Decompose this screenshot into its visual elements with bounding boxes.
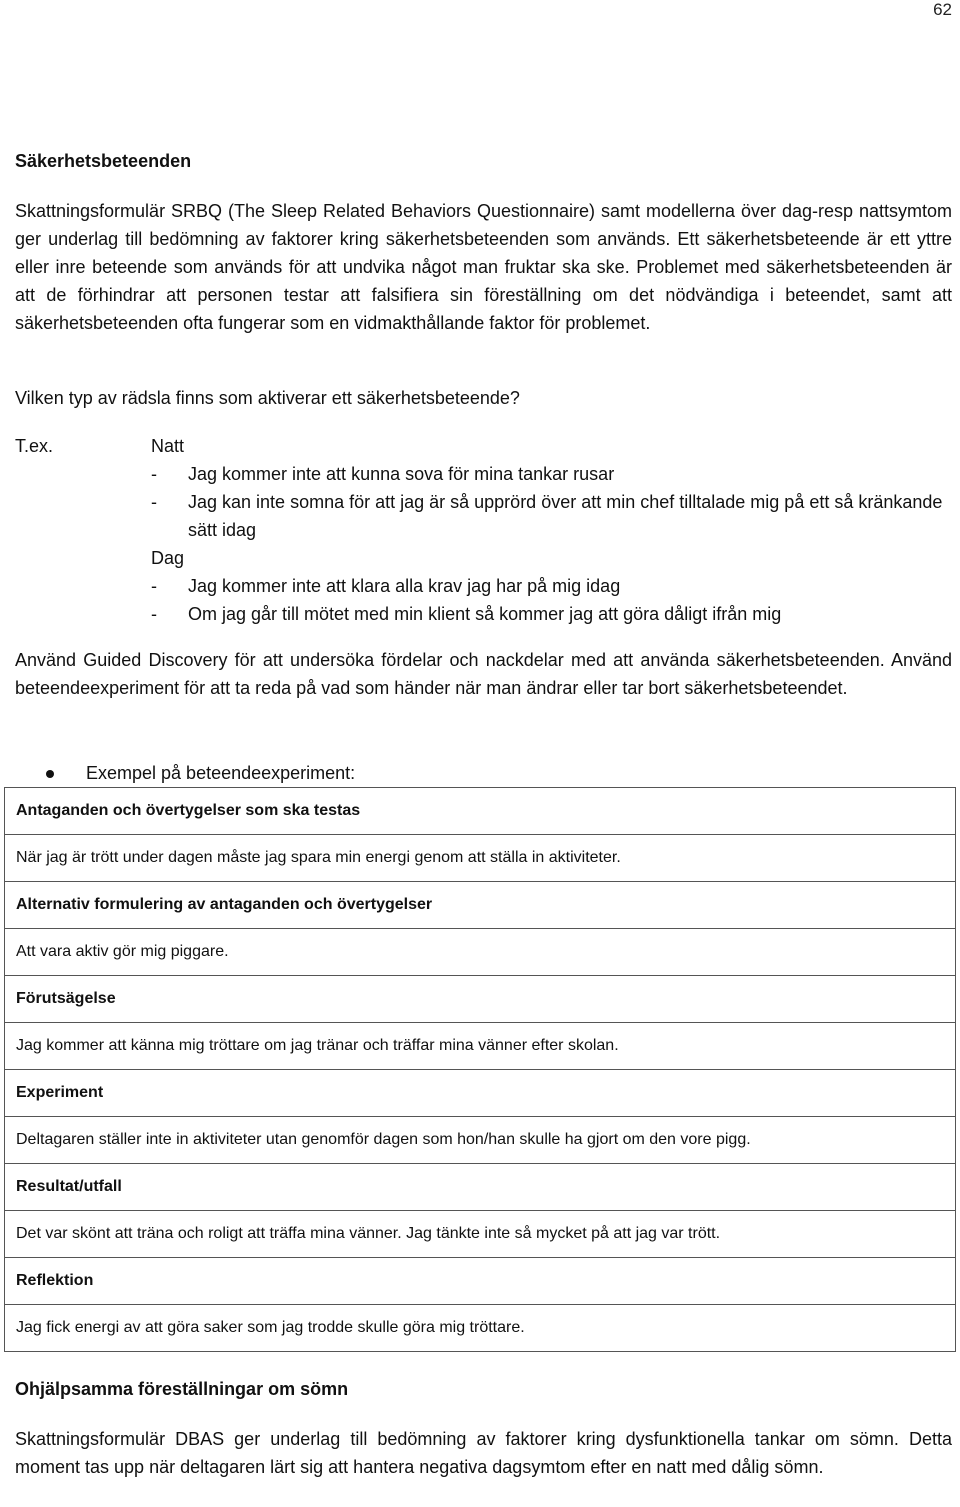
day-item-text: Jag kommer inte att klara alla krav jag har på mig idag [188, 576, 621, 596]
table-row [5, 1258, 956, 1305]
table-row [5, 976, 956, 1023]
next-section-heading: Ohjälpsamma föreställningar om sömn [15, 1379, 349, 1399]
table-label-cell: Förutsägelse [5, 976, 956, 1023]
table-row [5, 929, 956, 976]
intro-paragraph: Skattningsformulär SRBQ (The Sleep Related Behaviors Questionnaire) samt modellerna över dag-resp nattsymtom ger underlag till bedömning av faktorer kring säkerhetsbeteenden som används. Ett säkerhetsbeteende är ett yttre eller inre beteende som används för att undvika något man fruktar ska ske. Problemet med säkerhetsbeteenden är att de förhindrar att personen testar att falsifiera sin föreställning om det nödvändiga i beteendet, samt att säkerhetsbeteenden ofta fungerar som en vidmakthållande faktor för problemet. [15, 201, 952, 333]
page-number: 62 [933, 0, 952, 19]
list-item [151, 600, 956, 628]
table-row [5, 1164, 956, 1211]
table-value-cell: Jag fick energi av att göra saker som jag trodde skulle göra mig tröttare. [5, 1305, 956, 1352]
table-row [5, 788, 956, 835]
next-section-paragraph: Skattningsformulär DBAS ger underlag till bedömning av faktorer kring dysfunktionella tankar om sömn. Detta moment tas upp när deltagaren lärt sig att hantera negativa dagsymtom efter en natt med dålig sömn. [15, 1429, 952, 1477]
table-label-cell: Antaganden och övertygelser som ska testas [5, 788, 956, 835]
night-label: Natt [151, 436, 185, 456]
dash-marker: - [151, 604, 157, 624]
dash-marker: - [151, 464, 157, 484]
dash-marker: - [151, 576, 157, 596]
guided-discovery-paragraph: Använd Guided Discovery för att undersöka fördelar och nackdelar med att använda säkerhetsbeteenden. Använd beteendeexperiment för att ta reda på vad som händer när man ändrar eller tar bort säkerhetsbeteendet. [15, 650, 952, 698]
table-row [5, 1117, 956, 1164]
day-item-text: Om jag går till mötet med min klient så kommer jag att göra dåligt ifrån mig [188, 604, 782, 624]
table-value-cell: Deltagaren ställer inte in aktiviteter utan genomför dagen som hon/han skulle ha gjort om den vore pigg. [5, 1117, 956, 1164]
day-label: Dag [151, 548, 185, 568]
table-row [5, 1023, 956, 1070]
table-row [5, 1305, 956, 1352]
table-label-cell: Reflektion [5, 1258, 956, 1305]
bullet-text: Exempel på beteendeexperiment: [86, 763, 356, 783]
table-value-cell: Jag kommer att känna mig tröttare om jag tränar och träffar mina vänner efter skolan. [5, 1023, 956, 1070]
table-value-cell: När jag är trött under dagen måste jag spara min energi genom att ställa in aktiviteter. [5, 835, 956, 882]
list-item [151, 488, 956, 544]
question-paragraph: Vilken typ av rädsla finns som aktiverar ett säkerhetsbeteende? [15, 388, 520, 408]
night-item-text: Jag kan inte somna för att jag är så upprörd över att min chef tilltalade mig på ett så kränkande sätt idag [188, 492, 943, 540]
experiment-table [4, 787, 956, 1352]
section-heading: Säkerhetsbeteenden [15, 151, 192, 171]
example-label: T.ex. [15, 436, 54, 456]
bullet-item [46, 759, 355, 787]
example-block [151, 432, 956, 628]
table-row [5, 1211, 956, 1258]
table-row [5, 835, 956, 882]
table-value-cell: Det var skönt att träna och roligt att träffa mina vänner. Jag tänkte inte så mycket på att jag var trött. [5, 1211, 956, 1258]
bullet-icon [46, 770, 54, 778]
table-label-cell: Experiment [5, 1070, 956, 1117]
list-item [151, 572, 956, 600]
table-label-cell: Alternativ formulering av antaganden och övertygelser [5, 882, 956, 929]
table-row [5, 1070, 956, 1117]
list-item [151, 460, 956, 488]
table-value-cell: Att vara aktiv gör mig piggare. [5, 929, 956, 976]
night-item-text: Jag kommer inte att kunna sova för mina tankar rusar [188, 464, 615, 484]
table-label-cell: Resultat/utfall [5, 1164, 956, 1211]
dash-marker: - [151, 492, 157, 512]
table-row [5, 882, 956, 929]
